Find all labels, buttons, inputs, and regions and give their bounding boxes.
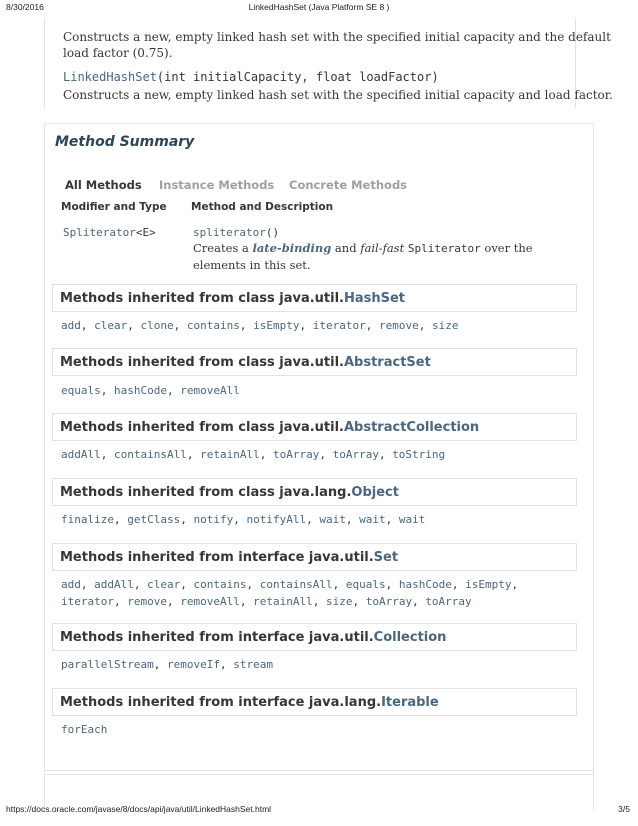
inherited-method-link[interactable]: toArray bbox=[272, 448, 320, 461]
column-header-method: Method and Description bbox=[191, 201, 334, 213]
late-binding-link[interactable]: late-binding bbox=[252, 241, 332, 255]
separator: , bbox=[306, 513, 320, 526]
inherited-method-link[interactable]: iterator bbox=[61, 595, 114, 608]
inherited-methods-abstractset bbox=[61, 382, 571, 399]
inherited-method-link[interactable]: retainAll bbox=[200, 448, 260, 461]
separator: , bbox=[100, 448, 114, 461]
inherited-method-link[interactable]: remove bbox=[127, 595, 167, 608]
class-link[interactable]: HashSet bbox=[343, 291, 406, 306]
inherited-method-link[interactable]: contains bbox=[186, 319, 240, 332]
inherited-method-link[interactable]: toArray bbox=[332, 448, 379, 461]
inherited-method-link[interactable]: stream bbox=[233, 658, 273, 671]
separator: , bbox=[259, 448, 273, 461]
method-summary-title: Method Summary bbox=[55, 134, 195, 150]
inherited-method-link[interactable]: contains bbox=[193, 578, 247, 591]
separator: , bbox=[451, 578, 466, 591]
class-link[interactable]: AbstractSet bbox=[343, 355, 431, 370]
inherited-method-link[interactable]: add bbox=[61, 319, 81, 332]
inherited-method-link[interactable]: size bbox=[431, 319, 459, 332]
separator: , bbox=[412, 595, 426, 608]
inherited-header-hashset: Methods inherited from class java.util.HashSet bbox=[52, 284, 577, 312]
inherited-method-link[interactable]: size bbox=[325, 595, 353, 608]
separator: , bbox=[173, 319, 187, 332]
separator: , bbox=[133, 578, 148, 591]
separator: , bbox=[100, 384, 114, 397]
inherited-method-link[interactable]: remove bbox=[378, 319, 419, 332]
constructor-description-1: Constructs a new, empty linked hash set with the specified initial capacity and the default load factor (0.75). bbox=[63, 30, 611, 60]
separator: , bbox=[365, 319, 379, 332]
constructor-description-2: Constructs a new, empty linked hash set with the specified initial capacity and load factor. bbox=[63, 88, 613, 102]
inherited-method-link[interactable]: isEmpty bbox=[465, 578, 512, 591]
inherited-header-collection: Methods inherited from interface java.util.Collection bbox=[52, 623, 577, 651]
inherited-methods-abstractcollection bbox=[61, 446, 571, 463]
inherited-method-link[interactable]: parallelStream bbox=[61, 658, 154, 671]
separator: , bbox=[299, 319, 313, 332]
inherited-method-link[interactable]: forEach bbox=[61, 723, 108, 736]
separator: , bbox=[233, 513, 247, 526]
inherited-methods-hashset bbox=[61, 317, 571, 334]
print-url: https://docs.oracle.com/javase/8/docs/api/java/util/LinkedHashSet.html bbox=[6, 804, 272, 814]
separator: , bbox=[332, 578, 346, 591]
inherited-method-link[interactable]: addAll bbox=[61, 448, 101, 461]
separator: , bbox=[80, 319, 95, 332]
separator: , bbox=[246, 578, 260, 591]
separator: , bbox=[319, 448, 333, 461]
inherited-method-link[interactable]: toArray bbox=[365, 595, 413, 608]
inherited-method-link[interactable]: wait bbox=[319, 513, 346, 526]
inherited-method-link[interactable]: toString bbox=[392, 448, 446, 461]
inherited-method-link[interactable]: finalize bbox=[61, 513, 114, 526]
inherited-method-link[interactable]: isEmpty bbox=[253, 319, 300, 332]
inherited-method-link[interactable]: wait bbox=[359, 513, 386, 526]
inherited-method-link[interactable]: containsAll bbox=[259, 578, 333, 591]
inherited-method-link[interactable]: removeIf bbox=[166, 658, 220, 671]
inherited-method-link[interactable]: removeAll bbox=[180, 595, 240, 608]
inherited-methods-object bbox=[61, 511, 571, 528]
separator: , bbox=[312, 595, 326, 608]
inherited-header-abstractset: Methods inherited from class java.util.AbstractSet bbox=[52, 348, 577, 376]
inherited-methods-set bbox=[61, 576, 521, 610]
print-page-number: 3/5 bbox=[618, 804, 630, 814]
inherited-header-iterable: Methods inherited from interface java.lang.Iterable bbox=[52, 688, 577, 716]
class-link[interactable]: Iterable bbox=[381, 695, 439, 710]
separator: , bbox=[166, 595, 181, 608]
constructor-signature-2: LinkedHashSet(int initialCapacity, float loadFactor) bbox=[63, 70, 439, 84]
separator: , bbox=[239, 595, 254, 608]
return-type: Spliterator<E> bbox=[63, 226, 156, 239]
inherited-method-link[interactable]: retainAll bbox=[253, 595, 313, 608]
separator: , bbox=[186, 448, 201, 461]
inherited-method-link[interactable]: notifyAll bbox=[246, 513, 307, 526]
print-date: 8/30/2016 bbox=[6, 2, 44, 12]
separator: , bbox=[166, 384, 181, 397]
inherited-method-link[interactable]: notify bbox=[193, 513, 234, 526]
class-link[interactable]: Collection bbox=[373, 630, 447, 645]
separator: , bbox=[385, 513, 399, 526]
tab-instance-methods[interactable]: Instance Methods bbox=[159, 178, 275, 192]
inherited-method-link[interactable]: iterator bbox=[312, 319, 366, 332]
inherited-method-link[interactable]: getClass bbox=[127, 513, 181, 526]
inherited-method-link[interactable]: wait bbox=[398, 513, 426, 526]
inherited-method-link[interactable]: hashCode bbox=[114, 384, 167, 397]
class-link[interactable]: Object bbox=[351, 485, 399, 500]
inherited-header-abstractcollection: Methods inherited from class java.util.AbstractCollection bbox=[52, 413, 577, 441]
spliterator-type-link[interactable]: Spliterator bbox=[63, 226, 136, 239]
separator: , bbox=[113, 595, 128, 608]
inherited-method-link[interactable]: toArray bbox=[425, 595, 472, 608]
method-signature: spliterator() bbox=[193, 226, 280, 239]
separator: , bbox=[180, 578, 194, 591]
separator: , bbox=[127, 319, 141, 332]
separator: , bbox=[352, 595, 366, 608]
inherited-method-link[interactable]: containsAll bbox=[114, 448, 187, 461]
inherited-method-link[interactable]: clone bbox=[140, 319, 174, 332]
inherited-method-link[interactable]: add bbox=[61, 578, 81, 591]
inherited-methods-iterable bbox=[61, 721, 571, 738]
separator: , bbox=[418, 319, 432, 332]
inherited-method-link[interactable]: clear bbox=[94, 319, 128, 332]
separator: , bbox=[385, 578, 399, 591]
separator: , bbox=[511, 578, 519, 591]
print-header bbox=[0, 2, 638, 16]
inherited-method-link[interactable]: addAll bbox=[94, 578, 134, 591]
print-title: LinkedHashSet (Java Platform SE 8 ) bbox=[248, 2, 390, 12]
separator: , bbox=[80, 578, 95, 591]
spliterator-method-link[interactable]: spliterator bbox=[193, 226, 266, 239]
column-header-modifier: Modifier and Type bbox=[61, 201, 167, 213]
inherited-method-link[interactable]: clear bbox=[147, 578, 181, 591]
inherited-method-link[interactable]: hashCode bbox=[398, 578, 452, 591]
class-link[interactable]: Set bbox=[373, 550, 399, 565]
separator: , bbox=[180, 513, 194, 526]
separator: , bbox=[378, 448, 393, 461]
print-footer bbox=[0, 804, 638, 818]
constructor-link[interactable]: LinkedHashSet bbox=[63, 70, 157, 84]
inherited-method-link[interactable]: removeAll bbox=[180, 384, 240, 397]
separator: , bbox=[219, 658, 234, 671]
inherited-methods-collection bbox=[61, 656, 571, 673]
inherited-header-set: Methods inherited from interface java.util.Set bbox=[52, 543, 577, 571]
tab-concrete-methods[interactable]: Concrete Methods bbox=[289, 178, 408, 192]
inherited-method-link[interactable]: equals bbox=[61, 384, 101, 397]
class-link[interactable]: AbstractCollection bbox=[343, 420, 480, 435]
inherited-header-object: Methods inherited from class java.lang.Object bbox=[52, 478, 577, 506]
method-description: Creates a late-binding and fail-fast Spliterator over the elements in this set. bbox=[193, 241, 533, 272]
tab-all-methods[interactable]: All Methods bbox=[65, 178, 142, 192]
inherited-method-link[interactable]: equals bbox=[345, 578, 386, 591]
separator: , bbox=[113, 513, 128, 526]
separator: , bbox=[153, 658, 167, 671]
separator: , bbox=[345, 513, 360, 526]
separator: , bbox=[239, 319, 254, 332]
